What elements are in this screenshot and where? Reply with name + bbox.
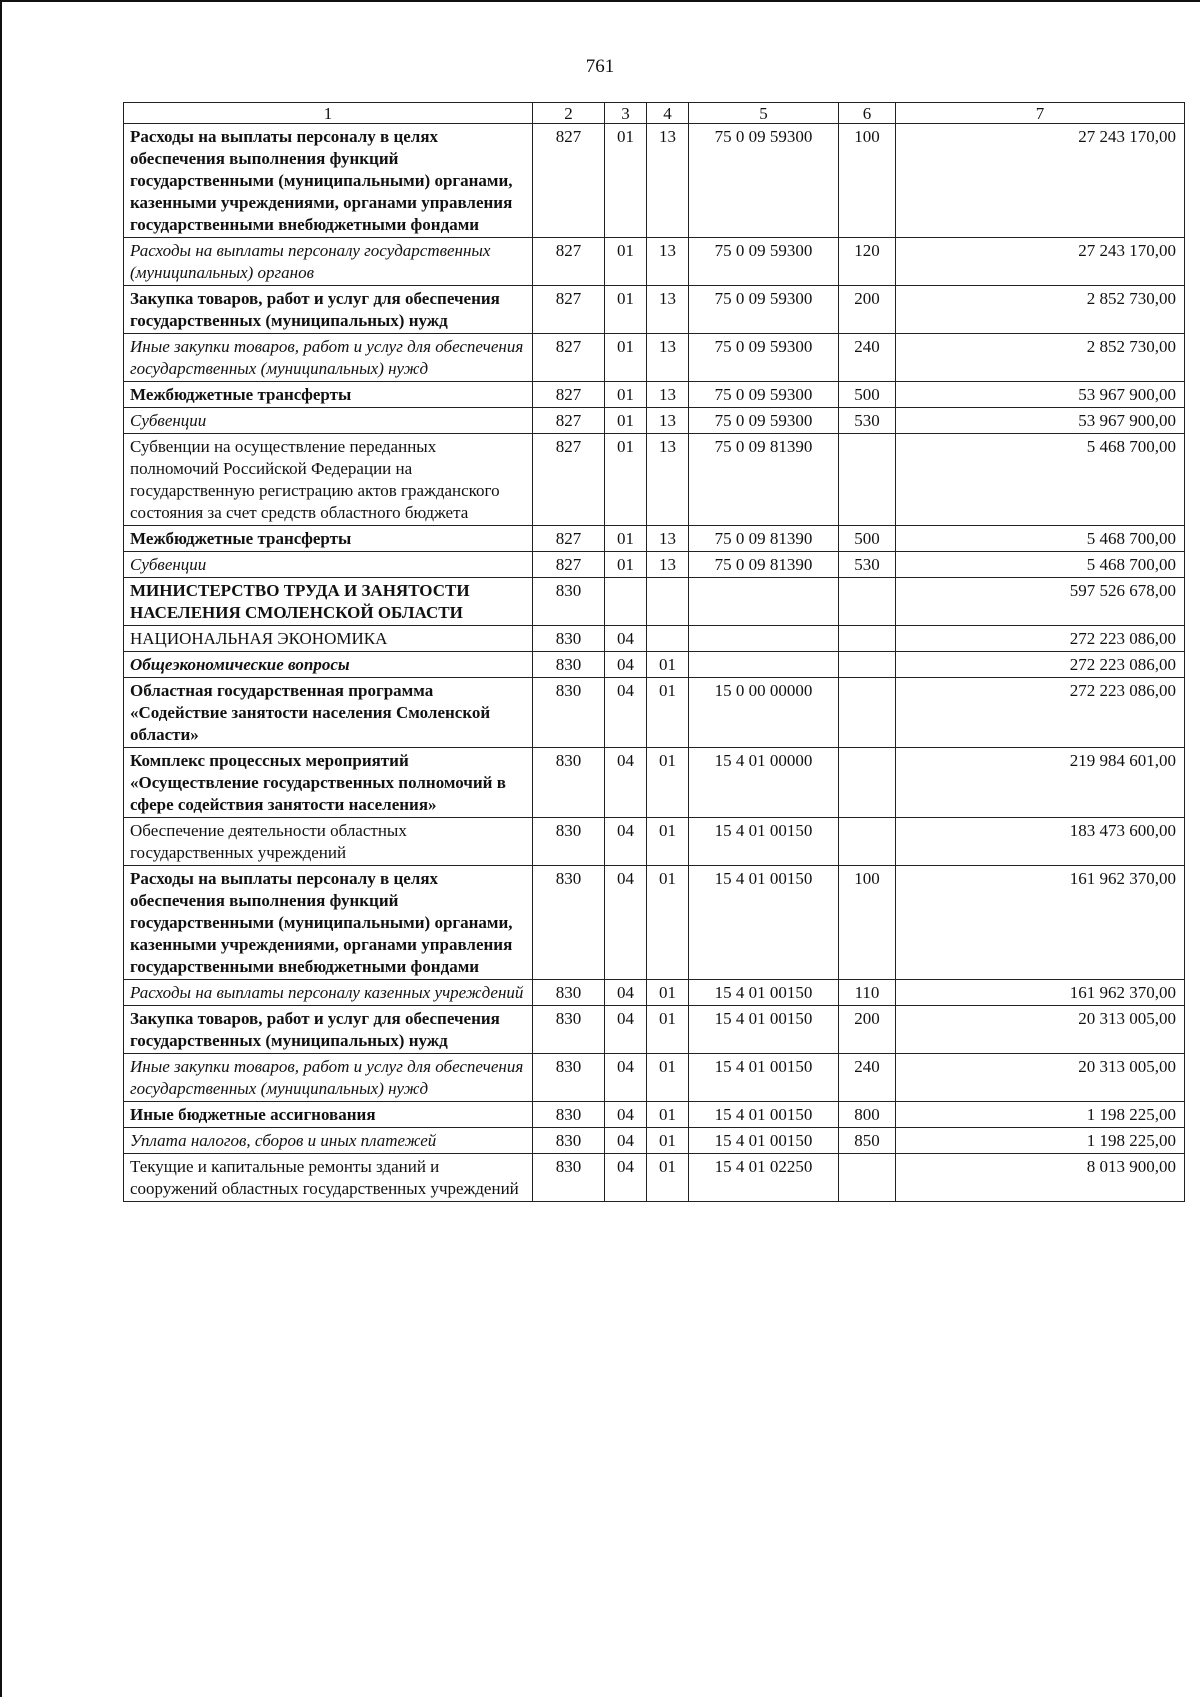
- expense-type-cell: 200: [839, 1006, 896, 1054]
- target-article-cell: 15 4 01 00150: [689, 866, 839, 980]
- expense-type-cell: [839, 1154, 896, 1202]
- budget-table: [123, 102, 1185, 1202]
- subsection-code-cell: [647, 578, 689, 626]
- scan-edge-top: [0, 0, 1200, 2]
- row-name-cell: Расходы на выплаты персоналу государственных (муниципальных) органов: [124, 238, 533, 286]
- amount-cell: 27 243 170,00: [896, 124, 1185, 238]
- row-name-cell: МИНИСТЕРСТВО ТРУДА И ЗАНЯТОСТИ НАСЕЛЕНИЯ СМОЛЕНСКОЙ ОБЛАСТИ: [124, 578, 533, 626]
- amount-cell: 20 313 005,00: [896, 1006, 1185, 1054]
- admin-code-cell: 830: [533, 626, 605, 652]
- amount-cell: 8 013 900,00: [896, 1154, 1185, 1202]
- admin-code-cell: 830: [533, 652, 605, 678]
- admin-code-cell: 827: [533, 434, 605, 526]
- subsection-code-cell: 01: [647, 748, 689, 818]
- header-cell: 3: [605, 103, 647, 124]
- section-code-cell: 04: [605, 748, 647, 818]
- target-article-cell: [689, 652, 839, 678]
- expense-type-cell: [839, 578, 896, 626]
- target-article-cell: 75 0 09 59300: [689, 286, 839, 334]
- header-cell: 6: [839, 103, 896, 124]
- row-name-cell: Субвенции: [124, 408, 533, 434]
- table-row: [124, 678, 1185, 748]
- target-article-cell: 15 4 01 00150: [689, 1102, 839, 1128]
- table-header-row: [124, 103, 1185, 124]
- table-row: [124, 408, 1185, 434]
- expense-type-cell: 240: [839, 334, 896, 382]
- admin-code-cell: 827: [533, 526, 605, 552]
- amount-cell: 272 223 086,00: [896, 678, 1185, 748]
- target-article-cell: 75 0 09 81390: [689, 434, 839, 526]
- amount-cell: 27 243 170,00: [896, 238, 1185, 286]
- amount-cell: 53 967 900,00: [896, 408, 1185, 434]
- header-cell: 7: [896, 103, 1185, 124]
- expense-type-cell: [839, 652, 896, 678]
- table-row: [124, 578, 1185, 626]
- expense-type-cell: 530: [839, 552, 896, 578]
- section-code-cell: 01: [605, 124, 647, 238]
- admin-code-cell: 827: [533, 124, 605, 238]
- expense-type-cell: [839, 818, 896, 866]
- row-name-cell: Иные закупки товаров, работ и услуг для обеспечения государственных (муниципальных) нужд: [124, 1054, 533, 1102]
- row-name-cell: Расходы на выплаты персоналу казенных учреждений: [124, 980, 533, 1006]
- header-cell: 4: [647, 103, 689, 124]
- section-code-cell: 04: [605, 980, 647, 1006]
- subsection-code-cell: 13: [647, 526, 689, 552]
- section-code-cell: 04: [605, 652, 647, 678]
- admin-code-cell: 827: [533, 552, 605, 578]
- row-name-cell: Закупка товаров, работ и услуг для обеспечения государственных (муниципальных) нужд: [124, 1006, 533, 1054]
- table-row: [124, 526, 1185, 552]
- expense-type-cell: 100: [839, 866, 896, 980]
- subsection-code-cell: 01: [647, 1128, 689, 1154]
- table-row: [124, 382, 1185, 408]
- row-name-cell: Межбюджетные трансферты: [124, 526, 533, 552]
- table-row: [124, 1054, 1185, 1102]
- table-row: [124, 434, 1185, 526]
- expense-type-cell: 100: [839, 124, 896, 238]
- expense-type-cell: 800: [839, 1102, 896, 1128]
- subsection-code-cell: 13: [647, 434, 689, 526]
- row-name-cell: Общеэкономические вопросы: [124, 652, 533, 678]
- section-code-cell: 04: [605, 1154, 647, 1202]
- admin-code-cell: 830: [533, 818, 605, 866]
- subsection-code-cell: 13: [647, 286, 689, 334]
- target-article-cell: 15 4 01 00150: [689, 1128, 839, 1154]
- table-row: [124, 1102, 1185, 1128]
- expense-type-cell: 200: [839, 286, 896, 334]
- amount-cell: 183 473 600,00: [896, 818, 1185, 866]
- table-row: [124, 1006, 1185, 1054]
- table-row: [124, 748, 1185, 818]
- section-code-cell: 04: [605, 818, 647, 866]
- subsection-code-cell: [647, 626, 689, 652]
- table-row: [124, 124, 1185, 238]
- amount-cell: 53 967 900,00: [896, 382, 1185, 408]
- table-row: [124, 1128, 1185, 1154]
- amount-cell: 2 852 730,00: [896, 286, 1185, 334]
- expense-type-cell: 530: [839, 408, 896, 434]
- scan-edge-left: [0, 0, 2, 1697]
- row-name-cell: Обеспечение деятельности областных государственных учреждений: [124, 818, 533, 866]
- amount-cell: 597 526 678,00: [896, 578, 1185, 626]
- target-article-cell: 75 0 09 59300: [689, 408, 839, 434]
- amount-cell: 219 984 601,00: [896, 748, 1185, 818]
- row-name-cell: Субвенции: [124, 552, 533, 578]
- expense-type-cell: [839, 678, 896, 748]
- section-code-cell: 04: [605, 1006, 647, 1054]
- table-row: [124, 238, 1185, 286]
- admin-code-cell: 830: [533, 866, 605, 980]
- admin-code-cell: 827: [533, 408, 605, 434]
- admin-code-cell: 830: [533, 1054, 605, 1102]
- budget-table-body: [124, 103, 1185, 1202]
- row-name-cell: Межбюджетные трансферты: [124, 382, 533, 408]
- table-row: [124, 980, 1185, 1006]
- target-article-cell: 15 4 01 00150: [689, 1006, 839, 1054]
- subsection-code-cell: 01: [647, 652, 689, 678]
- subsection-code-cell: 01: [647, 1006, 689, 1054]
- subsection-code-cell: 13: [647, 124, 689, 238]
- subsection-code-cell: 01: [647, 1054, 689, 1102]
- expense-type-cell: 500: [839, 382, 896, 408]
- section-code-cell: 01: [605, 552, 647, 578]
- header-cell: 5: [689, 103, 839, 124]
- section-code-cell: 04: [605, 1102, 647, 1128]
- target-article-cell: 75 0 09 59300: [689, 334, 839, 382]
- subsection-code-cell: 13: [647, 238, 689, 286]
- section-code-cell: 04: [605, 1054, 647, 1102]
- expense-type-cell: [839, 748, 896, 818]
- admin-code-cell: 827: [533, 286, 605, 334]
- table-row: [124, 1154, 1185, 1202]
- row-name-cell: Областная государственная программа «Содействие занятости населения Смоленской области»: [124, 678, 533, 748]
- expense-type-cell: 110: [839, 980, 896, 1006]
- section-code-cell: 01: [605, 408, 647, 434]
- subsection-code-cell: 01: [647, 866, 689, 980]
- section-code-cell: [605, 578, 647, 626]
- amount-cell: 2 852 730,00: [896, 334, 1185, 382]
- table-row: [124, 334, 1185, 382]
- amount-cell: 161 962 370,00: [896, 866, 1185, 980]
- page-number: 761: [585, 56, 615, 77]
- admin-code-cell: 830: [533, 1128, 605, 1154]
- expense-type-cell: [839, 626, 896, 652]
- expense-type-cell: [839, 434, 896, 526]
- admin-code-cell: 830: [533, 1102, 605, 1128]
- row-name-cell: Иные закупки товаров, работ и услуг для обеспечения государственных (муниципальных) нужд: [124, 334, 533, 382]
- row-name-cell: Расходы на выплаты персоналу в целях обеспечения выполнения функций государственными (муниципальными) органами, казенными учреждениями, органами управления государственными внебюджетными фондами: [124, 124, 533, 238]
- row-name-cell: Субвенции на осуществление переданных полномочий Российской Федерации на государственную регистрацию актов гражданского состояния за счет средств областного бюджета: [124, 434, 533, 526]
- section-code-cell: 01: [605, 526, 647, 552]
- target-article-cell: 15 4 01 00150: [689, 818, 839, 866]
- section-code-cell: 04: [605, 626, 647, 652]
- admin-code-cell: 830: [533, 578, 605, 626]
- section-code-cell: 01: [605, 286, 647, 334]
- section-code-cell: 01: [605, 382, 647, 408]
- row-name-cell: Закупка товаров, работ и услуг для обеспечения государственных (муниципальных) нужд: [124, 286, 533, 334]
- expense-type-cell: 500: [839, 526, 896, 552]
- expense-type-cell: 850: [839, 1128, 896, 1154]
- subsection-code-cell: 01: [647, 678, 689, 748]
- admin-code-cell: 830: [533, 748, 605, 818]
- target-article-cell: [689, 578, 839, 626]
- table-row: [124, 626, 1185, 652]
- amount-cell: 1 198 225,00: [896, 1128, 1185, 1154]
- header-cell: 1: [124, 103, 533, 124]
- section-code-cell: 04: [605, 866, 647, 980]
- target-article-cell: 75 0 09 59300: [689, 382, 839, 408]
- target-article-cell: [689, 626, 839, 652]
- expense-type-cell: 120: [839, 238, 896, 286]
- row-name-cell: Расходы на выплаты персоналу в целях обеспечения выполнения функций государственными (муниципальными) органами, казенными учреждениями, органами управления государственными внебюджетными фондами: [124, 866, 533, 980]
- row-name-cell: Текущие и капитальные ремонты зданий и сооружений областных государственных учреждений: [124, 1154, 533, 1202]
- subsection-code-cell: 13: [647, 408, 689, 434]
- subsection-code-cell: 01: [647, 980, 689, 1006]
- amount-cell: 161 962 370,00: [896, 980, 1185, 1006]
- subsection-code-cell: 01: [647, 1154, 689, 1202]
- admin-code-cell: 830: [533, 980, 605, 1006]
- subsection-code-cell: 13: [647, 552, 689, 578]
- amount-cell: 272 223 086,00: [896, 652, 1185, 678]
- target-article-cell: 15 4 01 00150: [689, 1054, 839, 1102]
- admin-code-cell: 827: [533, 382, 605, 408]
- row-name-cell: Комплекс процессных мероприятий «Осуществление государственных полномочий в сфере содействия занятости населения»: [124, 748, 533, 818]
- table-row: [124, 866, 1185, 980]
- amount-cell: 5 468 700,00: [896, 526, 1185, 552]
- subsection-code-cell: 13: [647, 334, 689, 382]
- subsection-code-cell: 01: [647, 1102, 689, 1128]
- admin-code-cell: 830: [533, 1154, 605, 1202]
- table-row: [124, 552, 1185, 578]
- target-article-cell: 75 0 09 81390: [689, 552, 839, 578]
- target-article-cell: 15 4 01 02250: [689, 1154, 839, 1202]
- admin-code-cell: 827: [533, 334, 605, 382]
- row-name-cell: НАЦИОНАЛЬНАЯ ЭКОНОМИКА: [124, 626, 533, 652]
- table-row: [124, 818, 1185, 866]
- table-row: [124, 286, 1185, 334]
- section-code-cell: 01: [605, 334, 647, 382]
- admin-code-cell: 827: [533, 238, 605, 286]
- section-code-cell: 01: [605, 238, 647, 286]
- section-code-cell: 04: [605, 678, 647, 748]
- target-article-cell: 15 0 00 00000: [689, 678, 839, 748]
- row-name-cell: Иные бюджетные ассигнования: [124, 1102, 533, 1128]
- admin-code-cell: 830: [533, 678, 605, 748]
- section-code-cell: 04: [605, 1128, 647, 1154]
- admin-code-cell: 830: [533, 1006, 605, 1054]
- amount-cell: 272 223 086,00: [896, 626, 1185, 652]
- table-row: [124, 652, 1185, 678]
- subsection-code-cell: 01: [647, 818, 689, 866]
- header-cell: 2: [533, 103, 605, 124]
- amount-cell: 1 198 225,00: [896, 1102, 1185, 1128]
- target-article-cell: 75 0 09 59300: [689, 124, 839, 238]
- expense-type-cell: 240: [839, 1054, 896, 1102]
- target-article-cell: 75 0 09 81390: [689, 526, 839, 552]
- amount-cell: 5 468 700,00: [896, 552, 1185, 578]
- target-article-cell: 15 4 01 00150: [689, 980, 839, 1006]
- amount-cell: 20 313 005,00: [896, 1054, 1185, 1102]
- row-name-cell: Уплата налогов, сборов и иных платежей: [124, 1128, 533, 1154]
- target-article-cell: 15 4 01 00000: [689, 748, 839, 818]
- subsection-code-cell: 13: [647, 382, 689, 408]
- amount-cell: 5 468 700,00: [896, 434, 1185, 526]
- section-code-cell: 01: [605, 434, 647, 526]
- target-article-cell: 75 0 09 59300: [689, 238, 839, 286]
